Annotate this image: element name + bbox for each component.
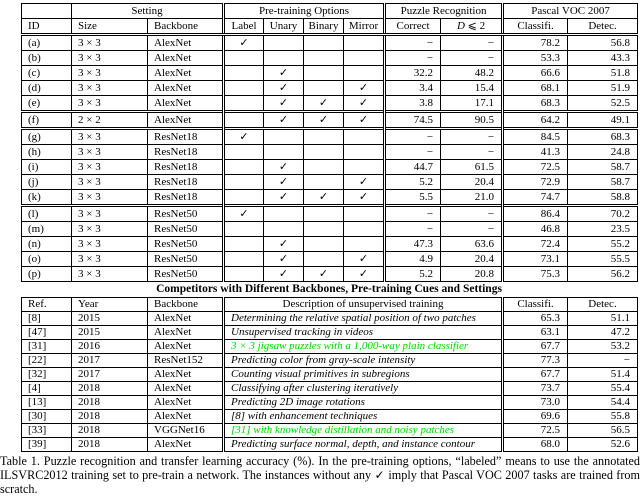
d-variable: D xyxy=(456,20,465,32)
competitor-row-33 xyxy=(22,424,638,438)
cell-detection: 58.7 xyxy=(568,160,638,175)
cell-detection: 55.2 xyxy=(568,237,638,252)
cell-d2: 90.5 xyxy=(441,112,503,129)
cell-classification: 66.6 xyxy=(503,66,568,81)
cell-classification: 65.3 xyxy=(503,312,568,326)
cell-classification: 78.2 xyxy=(503,35,568,51)
cell-id: (e) xyxy=(22,96,72,112)
cell-size: 3 × 3 xyxy=(72,35,148,51)
cell-label-check xyxy=(224,81,264,96)
competitors-section-title: Competitors with Different Backbones, Pre-training Cues and Settings xyxy=(156,283,502,295)
cell-mirror-check xyxy=(344,129,385,145)
cell-unary-check xyxy=(264,51,304,66)
cell-id: (h) xyxy=(22,145,72,160)
cell-mirror-check: ✓ xyxy=(344,252,385,267)
result-row-j xyxy=(22,175,638,190)
result-row-a xyxy=(22,35,638,51)
competitors-table-body xyxy=(22,312,638,452)
cell-backbone: ResNet18 xyxy=(148,129,224,145)
cell-classification: 46.8 xyxy=(503,222,568,237)
col-header-year: Year xyxy=(72,298,148,312)
cell-backbone: AlexNet xyxy=(148,368,224,382)
cell-mirror-check xyxy=(344,237,385,252)
cell-id: (d) xyxy=(22,81,72,96)
cell-year: 2018 xyxy=(72,382,148,396)
col-header-correct: Correct xyxy=(385,19,441,35)
cell-size: 3 × 3 xyxy=(72,237,148,252)
column-header-row xyxy=(22,19,638,35)
cell-label-check xyxy=(224,237,264,252)
cell-correct: 5.5 xyxy=(385,190,441,206)
cell-size: 3 × 3 xyxy=(72,129,148,145)
cell-id: (g) xyxy=(22,129,72,145)
cell-classification: 53.3 xyxy=(503,51,568,66)
cell-detection: 54.4 xyxy=(568,396,638,410)
cell-backbone: AlexNet xyxy=(148,438,224,452)
cell-mirror-check xyxy=(344,51,385,66)
cell-correct: − xyxy=(385,35,441,51)
group-header-row xyxy=(22,4,638,19)
cell-label-check xyxy=(224,222,264,237)
cell-backbone: AlexNet xyxy=(148,340,224,354)
table-caption: Table 1. Puzzle recognition and transfer learning accuracy (%). In the pre-training options, “labeled” means to use the annotated ILSVRC2012 training set to pre-train a network. The instances without any ✓ imply that Pascal VOC 2007 tasks are trained from scratch. xyxy=(0,454,640,496)
cell-d2: − xyxy=(441,35,503,51)
result-row-o xyxy=(22,252,638,267)
cell-correct: 4.9 xyxy=(385,252,441,267)
col-header-backbone: Backbone xyxy=(148,19,224,35)
col-header-binary: Binary xyxy=(304,19,344,35)
cell-binary-check xyxy=(304,35,344,51)
result-row-e xyxy=(22,96,638,112)
cell-binary-check xyxy=(304,129,344,145)
result-row-f xyxy=(22,112,638,129)
cell-backbone: ResNet18 xyxy=(148,175,224,190)
cell-backbone: ResNet50 xyxy=(148,237,224,252)
cell-size: 3 × 3 xyxy=(72,175,148,190)
cell-detection: − xyxy=(568,354,638,368)
cell-correct: − xyxy=(385,129,441,145)
cell-correct: 47.3 xyxy=(385,237,441,252)
cell-label-check xyxy=(224,175,264,190)
cell-mirror-check: ✓ xyxy=(344,267,385,282)
cell-backbone: ResNet152 xyxy=(148,354,224,368)
cell-year: 2018 xyxy=(72,438,148,452)
cell-label-check xyxy=(224,112,264,129)
cell-detection: 58.8 xyxy=(568,190,638,206)
cell-classification: 41.3 xyxy=(503,145,568,160)
cell-ref: [4] xyxy=(22,382,72,396)
cell-backbone: ResNet18 xyxy=(148,190,224,206)
ablation-table-body xyxy=(22,35,638,282)
cell-size: 2 × 2 xyxy=(72,112,148,129)
cell-unary-check: ✓ xyxy=(264,190,304,206)
cell-detection: 70.2 xyxy=(568,206,638,222)
cell-backbone: VGGNet16 xyxy=(148,424,224,438)
cell-detection: 56.5 xyxy=(568,424,638,438)
cell-detection: 58.7 xyxy=(568,175,638,190)
cell-classification: 68.0 xyxy=(503,438,568,452)
cell-classification: 69.6 xyxy=(503,410,568,424)
setting-group-header: Setting xyxy=(72,4,224,19)
cell-detection: 51.9 xyxy=(568,81,638,96)
cell-year: 2015 xyxy=(72,326,148,340)
cell-backbone: ResNet50 xyxy=(148,267,224,282)
puzzle-group-header: Puzzle Recognition xyxy=(385,4,503,19)
cell-backbone: ResNet50 xyxy=(148,222,224,237)
cell-detection: 53.2 xyxy=(568,340,638,354)
corner-cell xyxy=(22,4,72,19)
cell-unary-check: ✓ xyxy=(264,81,304,96)
cell-mirror-check xyxy=(344,206,385,222)
cell-unary-check: ✓ xyxy=(264,175,304,190)
cell-backbone: AlexNet xyxy=(148,66,224,81)
competitor-row-39 xyxy=(22,438,638,452)
cell-detection: 51.4 xyxy=(568,368,638,382)
cell-d2: − xyxy=(441,145,503,160)
cell-size: 3 × 3 xyxy=(72,222,148,237)
cell-id: (j) xyxy=(22,175,72,190)
cell-backbone: AlexNet xyxy=(148,35,224,51)
cell-mirror-check xyxy=(344,145,385,160)
cell-year: 2015 xyxy=(72,312,148,326)
cell-correct: 32.2 xyxy=(385,66,441,81)
cell-unary-check: ✓ xyxy=(264,112,304,129)
cell-detection: 47.2 xyxy=(568,326,638,340)
cell-classification: 72.5 xyxy=(503,160,568,175)
cell-backbone: AlexNet xyxy=(148,51,224,66)
cell-backbone: ResNet50 xyxy=(148,252,224,267)
competitor-row-30 xyxy=(22,410,638,424)
cell-d2: − xyxy=(441,51,503,66)
cell-size: 3 × 3 xyxy=(72,51,148,66)
cell-unary-check: ✓ xyxy=(264,237,304,252)
cell-id: (f) xyxy=(22,112,72,129)
cell-unary-check xyxy=(264,145,304,160)
cell-mirror-check: ✓ xyxy=(344,112,385,129)
cell-size: 3 × 3 xyxy=(72,252,148,267)
cell-year: 2018 xyxy=(72,424,148,438)
result-row-n xyxy=(22,237,638,252)
cell-detection: 51.1 xyxy=(568,312,638,326)
cell-correct: − xyxy=(385,206,441,222)
cell-backbone: ResNet18 xyxy=(148,160,224,175)
cell-d2: 63.6 xyxy=(441,237,503,252)
cell-correct: 5.2 xyxy=(385,267,441,282)
cell-classification: 67.7 xyxy=(503,340,568,354)
cell-binary-check xyxy=(304,51,344,66)
cell-classification: 68.1 xyxy=(503,81,568,96)
cell-binary-check: ✓ xyxy=(304,96,344,112)
result-row-k xyxy=(22,190,638,206)
result-row-d xyxy=(22,81,638,96)
cell-classification: 86.4 xyxy=(503,206,568,222)
result-row-g xyxy=(22,129,638,145)
cell-detection: 56.8 xyxy=(568,35,638,51)
col-header-unary: Unary xyxy=(264,19,304,35)
cell-detection: 23.5 xyxy=(568,222,638,237)
cell-description: Predicting 2D image rotations xyxy=(224,396,503,410)
cell-classification: 72.9 xyxy=(503,175,568,190)
cell-mirror-check: ✓ xyxy=(344,190,385,206)
cell-unary-check xyxy=(264,35,304,51)
cell-label-check xyxy=(224,252,264,267)
col-header-ref: Ref. xyxy=(22,298,72,312)
cell-d2: 20.4 xyxy=(441,252,503,267)
col-header-id: ID xyxy=(22,19,72,35)
cell-classification: 73.0 xyxy=(503,396,568,410)
cell-correct: 74.5 xyxy=(385,112,441,129)
cell-label-check xyxy=(224,160,264,175)
result-row-p xyxy=(22,267,638,282)
result-row-h xyxy=(22,145,638,160)
cell-unary-check xyxy=(264,129,304,145)
cell-detection: 52.5 xyxy=(568,96,638,112)
cell-d2: 20.4 xyxy=(441,175,503,190)
pascal-group-header: Pascal VOC 2007 xyxy=(503,4,638,19)
cell-correct: − xyxy=(385,51,441,66)
cell-binary-check xyxy=(304,175,344,190)
cell-classification: 67.7 xyxy=(503,368,568,382)
cell-classification: 63.1 xyxy=(503,326,568,340)
cell-size: 3 × 3 xyxy=(72,206,148,222)
cell-description: Determining the relative spatial position of two patches xyxy=(224,312,503,326)
cell-binary-check xyxy=(304,160,344,175)
pretraining-group-header: Pre-training Options xyxy=(224,4,385,19)
cell-d2: − xyxy=(441,206,503,222)
cell-classification: 77.3 xyxy=(503,354,568,368)
cell-detection: 52.6 xyxy=(568,438,638,452)
cell-classification: 64.2 xyxy=(503,112,568,129)
cell-description: [8] with enhancement techniques xyxy=(224,410,503,424)
cell-size: 3 × 3 xyxy=(72,66,148,81)
cell-binary-check xyxy=(304,206,344,222)
cell-mirror-check xyxy=(344,160,385,175)
cell-id: (l) xyxy=(22,206,72,222)
cell-label-check: ✓ xyxy=(224,129,264,145)
cell-backbone: AlexNet xyxy=(148,396,224,410)
cell-backbone: ResNet18 xyxy=(148,145,224,160)
cell-classification: 74.7 xyxy=(503,190,568,206)
cell-size: 3 × 3 xyxy=(72,160,148,175)
cell-mirror-check: ✓ xyxy=(344,175,385,190)
competitor-row-4 xyxy=(22,382,638,396)
cell-ref: [39] xyxy=(22,438,72,452)
cell-mirror-check xyxy=(344,222,385,237)
cell-ref: [33] xyxy=(22,424,72,438)
cell-unary-check: ✓ xyxy=(264,267,304,282)
cell-binary-check xyxy=(304,222,344,237)
cell-unary-check xyxy=(264,222,304,237)
cell-backbone: AlexNet xyxy=(148,326,224,340)
col-header-classification2: Classifi. xyxy=(503,298,568,312)
competitor-row-47 xyxy=(22,326,638,340)
cell-year: 2017 xyxy=(72,354,148,368)
cell-d2: 61.5 xyxy=(441,160,503,175)
competitor-row-8 xyxy=(22,312,638,326)
cell-classification: 73.7 xyxy=(503,382,568,396)
cell-backbone: AlexNet xyxy=(148,96,224,112)
col-header-detection: Detec. xyxy=(568,19,638,35)
cell-id: (o) xyxy=(22,252,72,267)
cell-description: Classifying after clustering iteratively xyxy=(224,382,503,396)
col-header-mirror: Mirror xyxy=(344,19,385,35)
cell-ref: [31] xyxy=(22,340,72,354)
col-header-description: Description of unsupervised training xyxy=(224,298,503,312)
cell-d2: 48.2 xyxy=(441,66,503,81)
cell-label-check: ✓ xyxy=(224,35,264,51)
cell-detection: 55.8 xyxy=(568,410,638,424)
cell-detection: 55.5 xyxy=(568,252,638,267)
cell-label-check xyxy=(224,96,264,112)
cell-binary-check xyxy=(304,145,344,160)
cell-description: [31] with knowledge distillation and noisy patches xyxy=(224,424,503,438)
cell-correct: − xyxy=(385,145,441,160)
cell-id: (n) xyxy=(22,237,72,252)
cell-id: (k) xyxy=(22,190,72,206)
col-header-d2 xyxy=(441,19,503,35)
cell-binary-check xyxy=(304,252,344,267)
cell-classification: 84.5 xyxy=(503,129,568,145)
result-row-l xyxy=(22,206,638,222)
cell-unary-check: ✓ xyxy=(264,252,304,267)
cell-detection: 49.1 xyxy=(568,112,638,129)
result-row-i xyxy=(22,160,638,175)
cell-d2: − xyxy=(441,222,503,237)
cell-ref: [22] xyxy=(22,354,72,368)
cell-backbone: AlexNet xyxy=(148,410,224,424)
cell-backbone: AlexNet xyxy=(148,81,224,96)
cell-d2: − xyxy=(441,129,503,145)
cell-year: 2018 xyxy=(72,410,148,424)
cell-ref: [13] xyxy=(22,396,72,410)
cell-label-check xyxy=(224,66,264,81)
d-rest: ⩽ 2 xyxy=(464,20,486,32)
cell-size: 3 × 3 xyxy=(72,267,148,282)
result-row-b xyxy=(22,51,638,66)
cell-d2: 21.0 xyxy=(441,190,503,206)
cell-mirror-check: ✓ xyxy=(344,81,385,96)
cell-unary-check: ✓ xyxy=(264,66,304,81)
result-row-c xyxy=(22,66,638,81)
cell-label-check xyxy=(224,190,264,206)
cell-classification: 73.1 xyxy=(503,252,568,267)
cell-classification: 68.3 xyxy=(503,96,568,112)
cell-mirror-check: ✓ xyxy=(344,96,385,112)
cell-binary-check: ✓ xyxy=(304,190,344,206)
cell-correct: 5.2 xyxy=(385,175,441,190)
cell-detection: 55.4 xyxy=(568,382,638,396)
cell-label-check xyxy=(224,145,264,160)
competitor-row-13 xyxy=(22,396,638,410)
cell-label-check: ✓ xyxy=(224,206,264,222)
cell-id: (c) xyxy=(22,66,72,81)
cell-correct: 3.8 xyxy=(385,96,441,112)
cell-binary-check xyxy=(304,66,344,81)
cell-size: 3 × 3 xyxy=(72,145,148,160)
cell-d2: 15.4 xyxy=(441,81,503,96)
cell-label-check xyxy=(224,267,264,282)
cell-detection: 56.2 xyxy=(568,267,638,282)
cell-size: 3 × 3 xyxy=(72,190,148,206)
cell-id: (b) xyxy=(22,51,72,66)
cell-detection: 51.8 xyxy=(568,66,638,81)
cell-unary-check: ✓ xyxy=(264,96,304,112)
cell-size: 3 × 3 xyxy=(72,81,148,96)
competitor-row-22 xyxy=(22,354,638,368)
cell-id: (m) xyxy=(22,222,72,237)
cell-binary-check xyxy=(304,81,344,96)
cell-description: Unsupervised tracking in videos xyxy=(224,326,503,340)
cell-detection: 68.3 xyxy=(568,129,638,145)
cell-description: 3 × 3 jigsaw puzzles with a 1,000-way plain classifier xyxy=(224,340,503,354)
cell-binary-check: ✓ xyxy=(304,267,344,282)
cell-binary-check: ✓ xyxy=(304,112,344,129)
cell-label-check xyxy=(224,51,264,66)
cell-year: 2017 xyxy=(72,368,148,382)
cell-unary-check: ✓ xyxy=(264,160,304,175)
cell-backbone: AlexNet xyxy=(148,382,224,396)
cell-description: Counting visual primitives in subregions xyxy=(224,368,503,382)
cell-description: Predicting color from gray-scale intensity xyxy=(224,354,503,368)
cell-detection: 24.8 xyxy=(568,145,638,160)
result-row-m xyxy=(22,222,638,237)
cell-classification: 75.3 xyxy=(503,267,568,282)
cell-backbone: ResNet50 xyxy=(148,206,224,222)
competitors-table xyxy=(21,297,638,452)
cell-classification: 72.4 xyxy=(503,237,568,252)
cell-id: (i) xyxy=(22,160,72,175)
cell-id: (p) xyxy=(22,267,72,282)
cell-unary-check xyxy=(264,206,304,222)
competitors-header-row xyxy=(22,298,638,312)
cell-ref: [32] xyxy=(22,368,72,382)
cell-year: 2018 xyxy=(72,396,148,410)
cell-year: 2016 xyxy=(72,340,148,354)
col-header-backbone2: Backbone xyxy=(148,298,224,312)
cell-backbone: AlexNet xyxy=(148,112,224,129)
cell-correct: 44.7 xyxy=(385,160,441,175)
cell-ref: [30] xyxy=(22,410,72,424)
cell-correct: 3.4 xyxy=(385,81,441,96)
col-header-size: Size xyxy=(72,19,148,35)
competitor-row-31 xyxy=(22,340,638,354)
cell-backbone: AlexNet xyxy=(148,312,224,326)
cell-mirror-check xyxy=(344,35,385,51)
cell-description: Predicting surface normal, depth, and instance contour xyxy=(224,438,503,452)
cell-detection: 43.3 xyxy=(568,51,638,66)
cell-d2: 17.1 xyxy=(441,96,503,112)
cell-binary-check xyxy=(304,237,344,252)
cell-correct: − xyxy=(385,222,441,237)
cell-classification: 72.5 xyxy=(503,424,568,438)
cell-ref: [47] xyxy=(22,326,72,340)
ablation-results-table xyxy=(21,3,638,282)
col-header-classification: Classifi. xyxy=(503,19,568,35)
cell-mirror-check xyxy=(344,66,385,81)
col-header-label: Label xyxy=(224,19,264,35)
cell-d2: 20.8 xyxy=(441,267,503,282)
competitor-row-32 xyxy=(22,368,638,382)
col-header-detection2: Detec. xyxy=(568,298,638,312)
cell-size: 3 × 3 xyxy=(72,96,148,112)
cell-ref: [8] xyxy=(22,312,72,326)
cell-id: (a) xyxy=(22,35,72,51)
